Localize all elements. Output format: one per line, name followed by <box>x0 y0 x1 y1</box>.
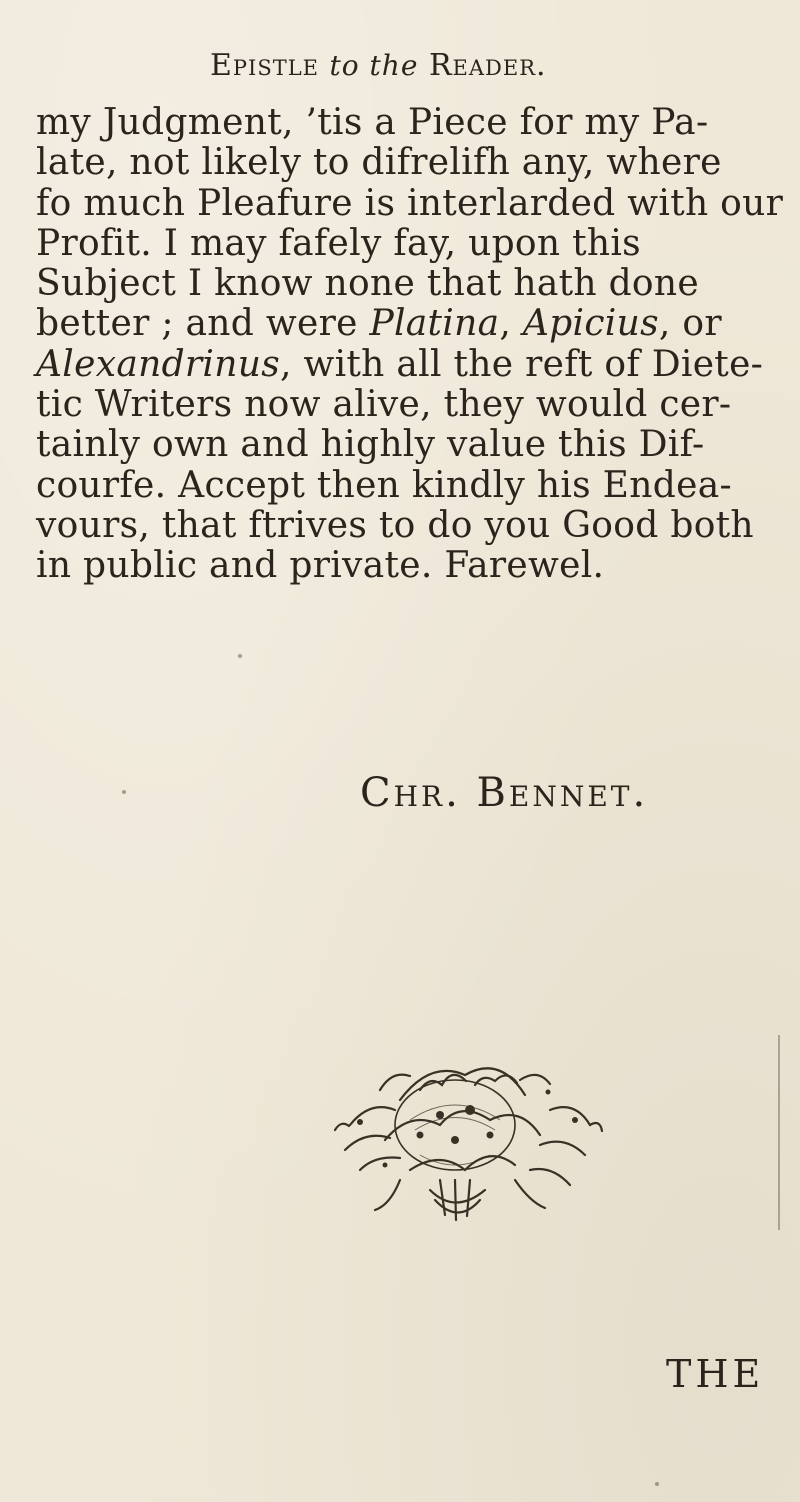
text-line-6 <box>36 304 796 344</box>
text-line-6-tail: , or <box>658 303 722 345</box>
floral-ornament-icon <box>290 1030 630 1230</box>
running-head-to-the: to the <box>329 49 419 82</box>
ink-speck <box>655 1482 659 1486</box>
text-line-4: Profit. I may fafely fay, upon this <box>36 222 641 264</box>
ink-speck <box>122 790 126 794</box>
text-line-11: vours, that ftrives to do you Good both <box>36 504 754 546</box>
text-line-7-tail: , with all the reft of Diete- <box>279 343 764 385</box>
text-line-12: in public and private. Farewel. <box>36 545 605 587</box>
name-apicius: Apicius <box>522 303 659 345</box>
name-platina: Platina <box>369 303 500 345</box>
ink-speck <box>238 654 242 658</box>
text-line-8: tic Writers now alive, they would cer- <box>36 384 732 426</box>
running-head <box>210 48 547 83</box>
text-line-1: my Judgment, ’tis a Piece for my Pa- <box>36 102 709 143</box>
running-head-epistle: Epistle <box>210 48 319 83</box>
text-line-7 <box>36 345 796 385</box>
catchword: THE <box>666 1352 765 1396</box>
running-head-reader: Reader. <box>428 48 547 83</box>
text-line-6-start: better ; and were <box>36 303 370 345</box>
text-line-6-sep: , <box>499 303 523 345</box>
text-line-9: tainly own and highly value this Dif- <box>36 424 705 466</box>
name-alexandrinus: Alexandrinus <box>36 343 280 385</box>
epistle-body <box>36 103 796 587</box>
text-line-3: fo much Pleafure is interlarded with our <box>36 182 784 224</box>
text-line-5: Subject I know none that hath done <box>36 263 699 305</box>
page-edge-mark <box>778 1035 780 1230</box>
text-line-2: late, not likely to difrelifh any, where <box>36 142 722 184</box>
text-line-10: courfe. Accept then kindly his Endea- <box>36 464 732 506</box>
signature: Chr. Bennet. <box>360 770 649 816</box>
